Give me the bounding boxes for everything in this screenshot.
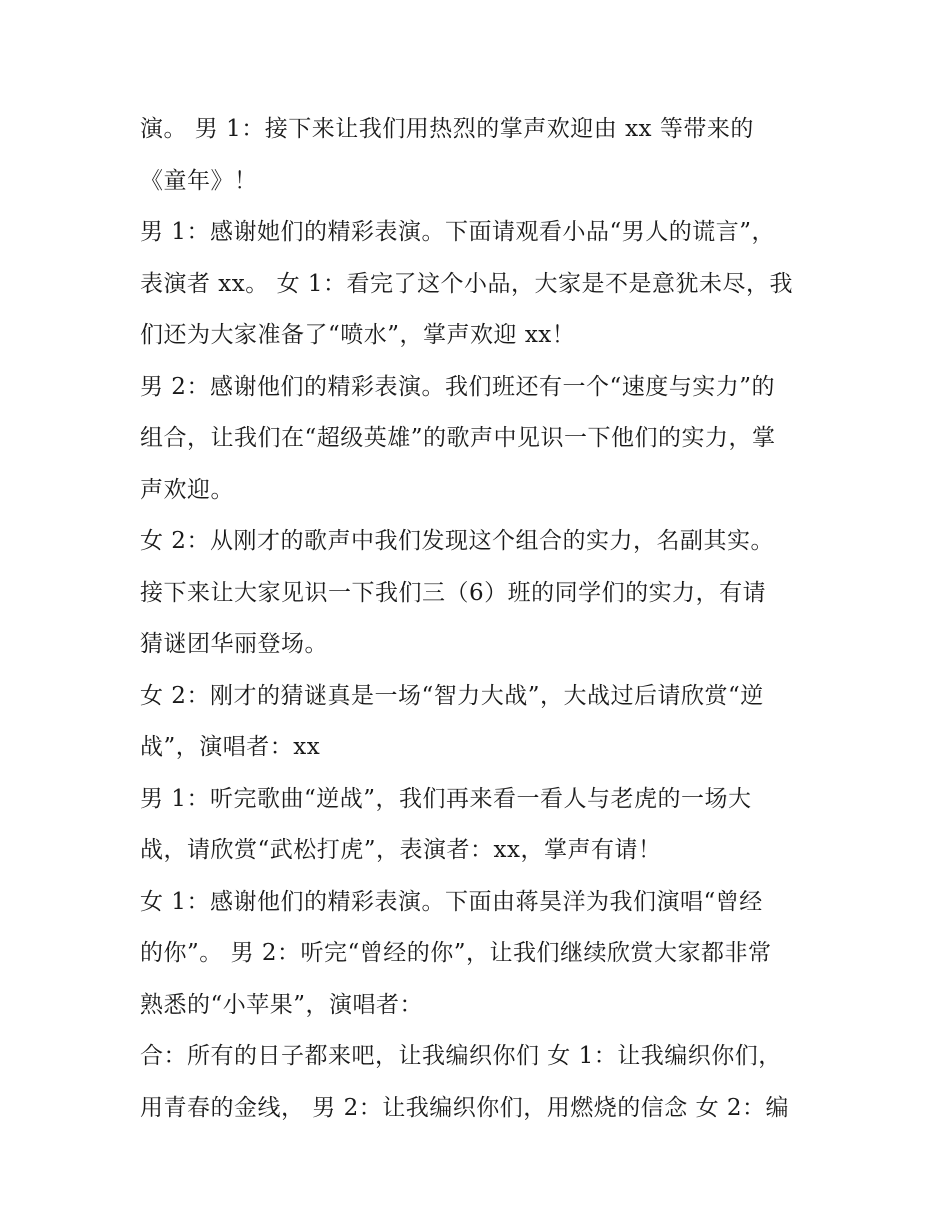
text-line: 的你”。 男 2：听完“曾经的你”，让我们继续欣赏大家都非常 (140, 940, 772, 966)
document-body (140, 104, 820, 1134)
text-line: 声欢迎。 (140, 476, 234, 503)
text-line: 熟悉的“小苹果”，演唱者： (140, 991, 424, 1018)
text-line: 战，请欣赏“武松打虎”，表演者：xx，掌声有请！ (140, 837, 662, 863)
text-line: 战”，演唱者：xx (140, 734, 321, 760)
text-line: 接下来让大家见识一下我们三（6）班的同学们的实力，有请 (140, 579, 767, 606)
text-line: 男 1：感谢她们的精彩表演。下面请观看小品“男人的谎言”， (140, 219, 775, 245)
text-line: 演。 男 1：接下来让我们用热烈的掌声欢迎由 xx 等带来的 (140, 116, 754, 142)
text-line: 用青春的金线， 男 2：让我编织你们，用燃烧的信念 女 2：编 (140, 1094, 790, 1121)
text-line: 《童年》！ (140, 167, 258, 194)
text-line: 组合，让我们在“超级英雄”的歌声中见识一下他们的实力，掌 (140, 425, 776, 451)
text-line: 们还为大家准备了“喷水”，掌声欢迎 xx！ (140, 322, 576, 348)
text-line: 男 1：听完歌曲“逆战”，我们再来看一看人与老虎的一场大 (140, 785, 752, 812)
text-line: 合：所有的日子都来吧，让我编织你们 女 1：让我编织你们， (140, 1043, 782, 1069)
text-line: 女 1：感谢他们的精彩表演。下面由蒋昊洋为我们演唱“曾经 (140, 888, 763, 915)
text-line: 男 2：感谢他们的精彩表演。我们班还有一个“速度与实力”的 (140, 373, 775, 400)
text-line: 猜谜团华丽登场。 (140, 631, 328, 657)
text-line: 女 2：刚才的猜谜真是一场“智力大战”，大战过后请欣赏“逆 (140, 682, 764, 709)
text-line: 女 2：从刚才的歌声中我们发现这个组合的实力，名副其实。 (140, 528, 774, 554)
text-line: 表演者 xx。 女 1：看完了这个小品，大家是不是意犹未尽，我 (140, 270, 794, 297)
